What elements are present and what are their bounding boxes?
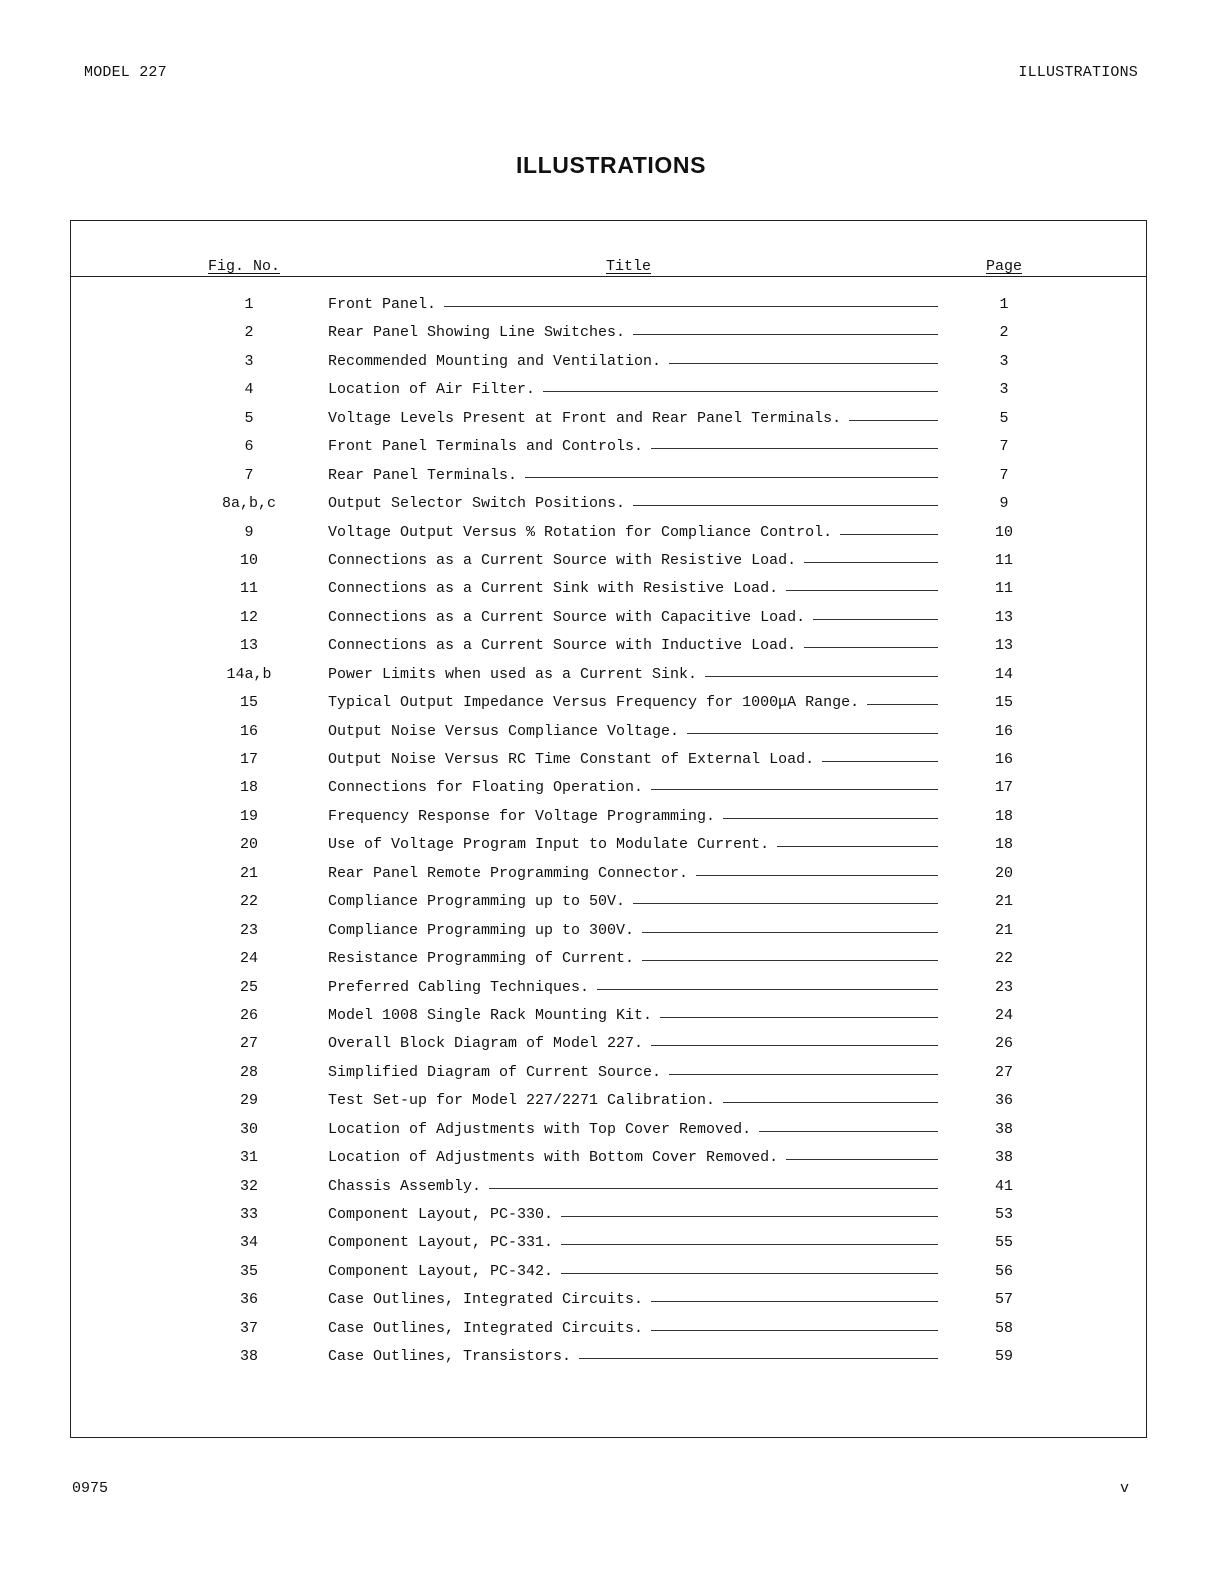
dash-leader <box>642 960 938 961</box>
figure-title: Component Layout, PC-342. <box>328 1262 554 1280</box>
dash-leader <box>525 477 938 478</box>
page-number: 56 <box>994 1262 1013 1280</box>
page-number: 22 <box>994 950 1013 968</box>
page-number: 41 <box>994 1177 1013 1195</box>
figure-title: Front Panel Terminals and Controls. <box>328 438 644 456</box>
table-row <box>71 348 1146 376</box>
fig-number: 26 <box>239 1006 258 1024</box>
fig-number: 23 <box>239 921 258 939</box>
figure-title: Compliance Programming up to 300V. <box>328 921 635 939</box>
table-row <box>71 433 1146 461</box>
page-number: 1 <box>999 296 1009 313</box>
figure-title: Overall Block Diagram of Model 227. <box>328 1035 644 1053</box>
fig-number: 10 <box>239 551 258 569</box>
dash-leader <box>849 420 938 421</box>
table-row <box>71 547 1146 575</box>
figure-title: Component Layout, PC-330. <box>328 1206 554 1223</box>
figure-title: Connections as a Current Source with Capacitive Load. <box>328 608 806 626</box>
page-number: 3 <box>999 381 1009 399</box>
page-number: 53 <box>994 1206 1013 1223</box>
page-number: 2 <box>999 324 1009 342</box>
table-row <box>71 1258 1146 1286</box>
table-row <box>71 888 1146 916</box>
dash-leader <box>660 1017 938 1018</box>
page-number: 16 <box>994 751 1013 768</box>
page-number: 5 <box>999 409 1009 427</box>
table-row <box>71 604 1146 632</box>
table-row <box>71 519 1146 547</box>
figure-title: Recommended Mounting and Ventilation. <box>328 352 662 370</box>
table-row <box>71 1173 1146 1201</box>
fig-number: 22 <box>239 893 258 911</box>
figure-title-cell <box>328 462 938 490</box>
figure-title: Test Set-up for Model 227/2271 Calibration. <box>328 1092 716 1110</box>
fig-number: 29 <box>239 1092 258 1110</box>
table-row <box>71 803 1146 831</box>
figure-title-cell <box>328 974 938 1002</box>
fig-number: 9 <box>244 523 254 541</box>
dash-leader <box>840 534 938 535</box>
figure-title-cell <box>328 1343 938 1371</box>
figure-title: Connections as a Current Sink with Resistive Load. <box>328 580 779 598</box>
figure-title: Output Noise Versus Compliance Voltage. <box>328 722 680 740</box>
figure-title: Voltage Output Versus % Rotation for Compliance Control. <box>328 523 833 541</box>
fig-number: 17 <box>239 751 258 768</box>
fig-number: 36 <box>239 1291 258 1309</box>
figure-title-cell <box>328 1258 938 1286</box>
dash-leader <box>822 761 938 762</box>
figure-title-cell <box>328 1030 938 1058</box>
fig-number: 16 <box>239 722 258 740</box>
fig-number: 27 <box>239 1035 258 1053</box>
table-row <box>71 1002 1146 1030</box>
figure-title-cell <box>328 433 938 461</box>
figure-title-cell <box>328 1201 938 1229</box>
dash-leader <box>561 1244 938 1245</box>
table-row <box>71 1030 1146 1058</box>
footer-code: 0975 <box>72 1480 109 1497</box>
fig-number: 28 <box>239 1063 258 1081</box>
table-row <box>71 1229 1146 1257</box>
page-number: 23 <box>994 978 1013 996</box>
page-number: 10 <box>994 523 1013 541</box>
dash-leader <box>777 846 938 847</box>
table-row <box>71 1059 1146 1087</box>
figure-title: Front Panel. <box>328 296 437 313</box>
fig-number: 5 <box>244 409 254 427</box>
page-number: 21 <box>994 893 1013 911</box>
dash-leader <box>543 391 938 392</box>
figure-title-cell <box>328 405 938 433</box>
page-number: 3 <box>999 352 1009 370</box>
header-section: ILLUSTRATIONS <box>1018 64 1138 81</box>
fig-number: 18 <box>239 779 258 797</box>
table-row <box>71 1087 1146 1115</box>
figure-title-cell <box>328 1144 938 1172</box>
table-row <box>71 405 1146 433</box>
table-row <box>71 1144 1146 1172</box>
page-number: 38 <box>994 1120 1013 1138</box>
dash-leader <box>642 932 938 933</box>
page-number: 7 <box>999 466 1009 484</box>
fig-number: 11 <box>239 580 258 598</box>
fig-number: 4 <box>244 381 254 399</box>
figure-title: Frequency Response for Voltage Programming. <box>328 807 716 825</box>
figure-title-cell <box>328 1286 938 1314</box>
fig-number: 24 <box>239 950 258 968</box>
dash-leader <box>651 1045 938 1046</box>
page-number: 17 <box>994 779 1013 797</box>
page-number: 38 <box>994 1149 1013 1167</box>
dash-leader <box>651 1301 938 1302</box>
dash-leader <box>867 704 938 705</box>
dash-leader <box>489 1188 938 1189</box>
figure-title-cell <box>328 888 938 916</box>
table-row <box>71 831 1146 859</box>
figure-title: Output Selector Switch Positions. <box>328 495 626 513</box>
page-number: 24 <box>994 1006 1013 1024</box>
figure-title-cell <box>328 348 938 376</box>
figure-title-cell <box>328 860 938 888</box>
dash-leader <box>786 1159 938 1160</box>
page-number: 11 <box>994 551 1013 569</box>
table-row <box>71 575 1146 603</box>
table-row <box>71 1343 1146 1371</box>
fig-number: 12 <box>239 608 258 626</box>
fig-number: 2 <box>244 324 254 342</box>
column-header-title: Title <box>606 258 652 275</box>
dash-leader <box>597 989 938 990</box>
figure-title: Case Outlines, Integrated Circuits. <box>328 1319 644 1337</box>
table-row <box>71 661 1146 689</box>
figure-title: Component Layout, PC-331. <box>328 1234 554 1252</box>
figure-title-cell <box>328 661 938 689</box>
page-title: ILLUSTRATIONS <box>515 152 707 178</box>
fig-number: 19 <box>239 807 258 825</box>
figure-title: Model 1008 Single Rack Mounting Kit. <box>328 1006 653 1024</box>
page-number: 13 <box>994 608 1013 626</box>
table-row <box>71 632 1146 660</box>
dash-leader <box>579 1358 938 1359</box>
page-number: 18 <box>994 807 1013 825</box>
table-row <box>71 945 1146 973</box>
page-number: 27 <box>994 1063 1013 1081</box>
fig-number: 32 <box>239 1177 258 1195</box>
figure-title: Location of Air Filter. <box>328 381 536 399</box>
figure-title: Connections as a Current Source with Inductive Load. <box>328 637 797 655</box>
table-row <box>71 917 1146 945</box>
dash-leader <box>651 448 938 449</box>
figure-title-cell <box>328 632 938 660</box>
figure-title: Typical Output Impedance Versus Frequency for 1000μA Range. <box>328 694 860 712</box>
dash-leader <box>669 1074 938 1075</box>
dash-leader <box>687 733 938 734</box>
fig-number: 25 <box>239 978 258 996</box>
header-model: MODEL 227 <box>84 64 167 81</box>
figure-title: Chassis Assembly. <box>328 1177 482 1195</box>
figure-title-cell <box>328 490 938 518</box>
figure-title: Preferred Cabling Techniques. <box>328 978 590 996</box>
page-number: 13 <box>994 637 1013 655</box>
page-number: 57 <box>994 1291 1013 1309</box>
dash-leader <box>696 875 938 876</box>
figure-title-cell <box>328 917 938 945</box>
figure-title: Case Outlines, Integrated Circuits. <box>328 1291 644 1309</box>
page-number: 36 <box>994 1092 1013 1110</box>
figure-title-cell <box>328 1059 938 1087</box>
table-row <box>71 1116 1146 1144</box>
fig-number: 33 <box>239 1206 258 1223</box>
dash-leader <box>813 619 938 620</box>
figure-title: Location of Adjustments with Bottom Cover Removed. <box>328 1149 779 1167</box>
figure-title-cell <box>328 1116 938 1144</box>
fig-number: 13 <box>239 637 258 655</box>
fig-number: 14a,b <box>226 665 272 683</box>
fig-number: 37 <box>239 1319 258 1337</box>
dash-leader <box>444 306 938 307</box>
table-row <box>71 746 1146 774</box>
figure-title-cell <box>328 746 938 774</box>
page-number: 55 <box>994 1234 1013 1252</box>
fig-number: 7 <box>244 466 254 484</box>
table-row <box>71 462 1146 490</box>
figure-title-cell <box>328 1315 938 1343</box>
table-row <box>71 774 1146 802</box>
dash-leader <box>723 818 938 819</box>
figure-title-cell <box>328 803 938 831</box>
table-row <box>71 974 1146 1002</box>
figure-title: Connections as a Current Source with Resistive Load. <box>328 551 797 569</box>
dash-leader <box>804 647 938 648</box>
figure-title: Compliance Programming up to 50V. <box>328 893 626 911</box>
figure-title-cell <box>328 831 938 859</box>
page-number: 21 <box>994 921 1013 939</box>
fig-number: 8a,b,c <box>221 495 276 513</box>
dash-leader <box>669 363 938 364</box>
table-row <box>71 490 1146 518</box>
figure-title: Rear Panel Terminals. <box>328 466 518 484</box>
dash-leader <box>633 903 938 904</box>
figure-title-cell <box>328 1087 938 1115</box>
fig-number: 15 <box>239 694 258 712</box>
figure-title-cell <box>328 547 938 575</box>
figure-title: Voltage Levels Present at Front and Rear Panel Terminals. <box>328 409 842 427</box>
page-number: 26 <box>994 1035 1013 1053</box>
fig-number: 3 <box>244 352 254 370</box>
figure-title: Connections for Floating Operation. <box>328 779 644 797</box>
illustrations-list <box>71 291 1146 1372</box>
dash-leader <box>786 590 938 591</box>
column-header-page: Page <box>986 258 1023 275</box>
figure-title: Resistance Programming of Current. <box>328 950 635 968</box>
fig-number: 1 <box>244 296 254 313</box>
fig-number: 20 <box>239 836 258 854</box>
fig-number: 34 <box>239 1234 258 1252</box>
figure-title: Output Noise Versus RC Time Constant of External Load. <box>328 751 815 768</box>
page-number: 58 <box>994 1319 1013 1337</box>
figure-title-cell <box>328 376 938 404</box>
figure-title: Location of Adjustments with Top Cover Removed. <box>328 1120 752 1138</box>
column-header-fig-no: Fig. No. <box>208 258 281 275</box>
dash-leader <box>651 1330 938 1331</box>
fig-number: 38 <box>239 1348 258 1366</box>
fig-number: 21 <box>239 864 258 882</box>
figure-title-cell <box>328 319 938 347</box>
page-number: 18 <box>994 836 1013 854</box>
dash-leader <box>759 1131 938 1132</box>
figure-title-cell <box>328 718 938 746</box>
figure-title-cell <box>328 774 938 802</box>
table-row <box>71 376 1146 404</box>
illustrations-table <box>70 220 1147 1438</box>
figure-title: Use of Voltage Program Input to Modulate Current. <box>328 836 770 854</box>
page-number: 14 <box>994 665 1013 683</box>
table-row <box>71 1315 1146 1343</box>
fig-number: 6 <box>244 438 254 456</box>
dash-leader <box>561 1216 938 1217</box>
figure-title-cell <box>328 575 938 603</box>
dash-leader <box>651 789 938 790</box>
page-number: 15 <box>994 694 1013 712</box>
figure-title-cell <box>328 945 938 973</box>
figure-title-cell <box>328 291 938 319</box>
figure-title-cell <box>328 1002 938 1030</box>
figure-title-cell <box>328 1173 938 1201</box>
page-number: 11 <box>994 580 1013 598</box>
footer-page-number: v <box>1120 1480 1130 1497</box>
page-number: 7 <box>999 438 1009 456</box>
table-row <box>71 718 1146 746</box>
header-divider <box>71 276 1146 277</box>
dash-leader <box>804 562 938 563</box>
fig-number: 35 <box>239 1262 258 1280</box>
table-row <box>71 291 1146 319</box>
fig-number: 30 <box>239 1120 258 1138</box>
table-row <box>71 1201 1146 1229</box>
figure-title: Case Outlines, Transistors. <box>328 1348 572 1366</box>
table-row <box>71 1286 1146 1314</box>
figure-title: Power Limits when used as a Current Sink. <box>328 665 698 683</box>
table-row <box>71 319 1146 347</box>
figure-title-cell <box>328 689 938 717</box>
table-row <box>71 860 1146 888</box>
figure-title: Rear Panel Showing Line Switches. <box>328 324 626 342</box>
figure-title-cell <box>328 519 938 547</box>
page-number: 59 <box>994 1348 1013 1366</box>
figure-title: Simplified Diagram of Current Source. <box>328 1063 662 1081</box>
dash-leader <box>723 1102 938 1103</box>
figure-title-cell <box>328 604 938 632</box>
figure-title: Rear Panel Remote Programming Connector. <box>328 864 689 882</box>
page-number: 16 <box>994 722 1013 740</box>
dash-leader <box>705 676 938 677</box>
table-row <box>71 689 1146 717</box>
figure-title-cell <box>328 1229 938 1257</box>
page-number: 9 <box>999 495 1009 513</box>
fig-number: 31 <box>239 1149 258 1167</box>
page-number: 20 <box>994 864 1013 882</box>
dash-leader <box>633 505 938 506</box>
dash-leader <box>561 1273 938 1274</box>
dash-leader <box>633 334 938 335</box>
